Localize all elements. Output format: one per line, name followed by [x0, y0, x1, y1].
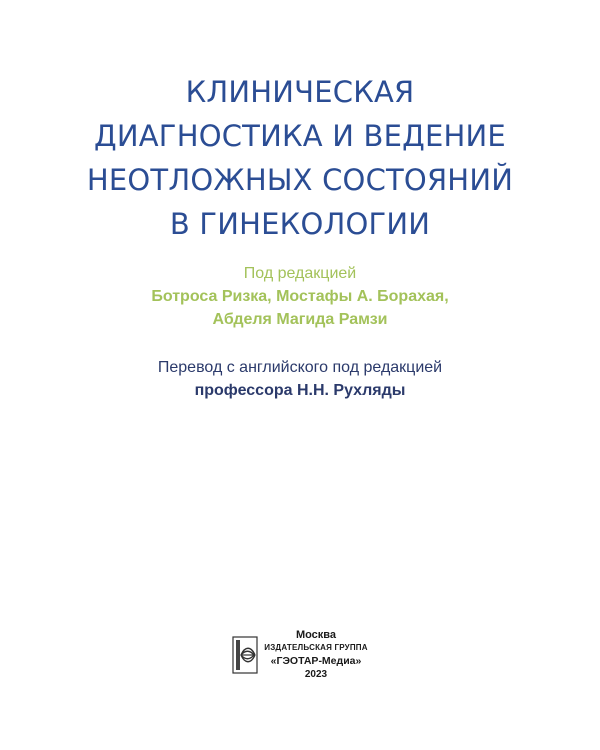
publisher-group: ИЗДАТЕЛЬСКАЯ ГРУППА: [264, 643, 368, 652]
translation-editor: профессора Н.Н. Рухляды: [194, 382, 406, 399]
publisher-name: «ГЭОТАР-Медиа»: [270, 655, 362, 667]
publisher-imprint: [232, 628, 372, 684]
publisher-text: [260, 628, 372, 681]
title-line-1: КЛИНИЧЕСКАЯ: [185, 75, 415, 109]
editors-names-line-2: Абделя Магида Рамзи: [212, 311, 388, 328]
publication-year: 2023: [304, 669, 328, 680]
translation-block: [0, 356, 600, 402]
geotar-logo-icon: [232, 636, 258, 674]
title-line-3: НЕОТЛОЖНЫХ СОСТОЯНИЙ: [86, 163, 514, 197]
editors-block: [0, 262, 600, 331]
book-title: [0, 70, 600, 246]
title-line-4: В ГИНЕКОЛОГИИ: [169, 207, 431, 241]
editors-label: Под редакцией: [243, 265, 357, 282]
publisher-city: Москва: [295, 629, 337, 641]
translation-label: Перевод с английского под редакцией: [157, 359, 443, 376]
editors-names-line-1: Ботроса Ризка, Мостафы А. Борахая,: [151, 288, 449, 305]
title-line-2: ДИАГНОСТИКА И ВЕДЕНИЕ: [94, 119, 506, 153]
